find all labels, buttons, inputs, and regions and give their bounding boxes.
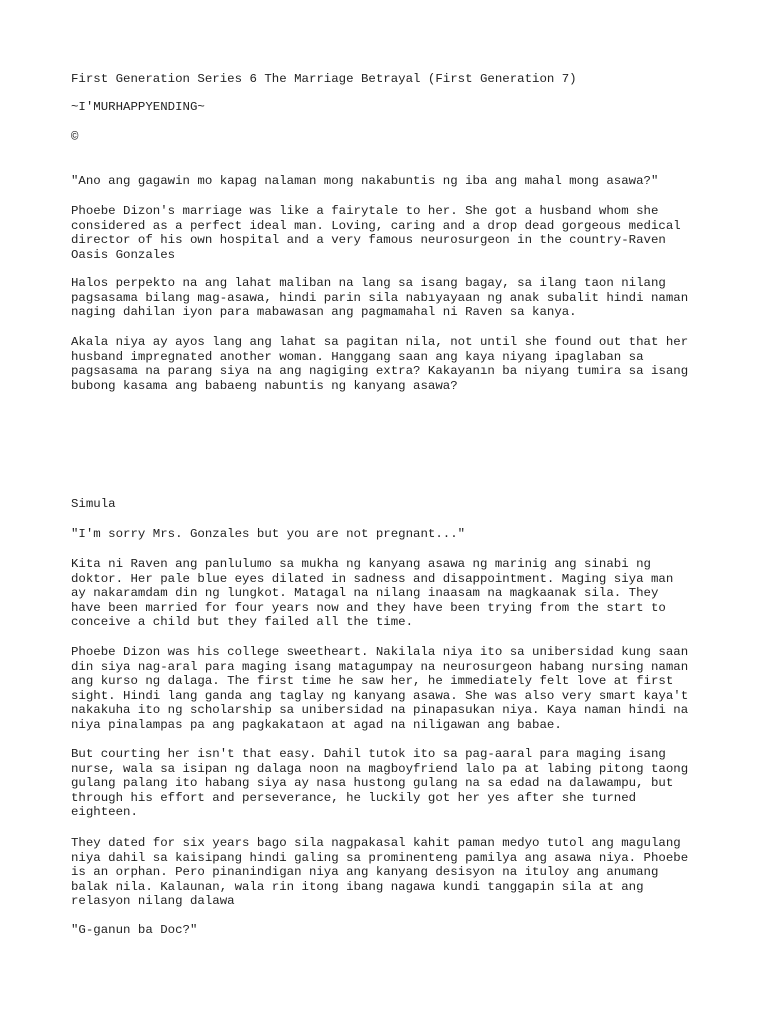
chapter-opening-line: "I'm sorry Mrs. Gonzales but you are not pregnant..." — [71, 527, 466, 541]
author-name: ~I'MURHAPPYENDING~ — [71, 100, 205, 114]
synopsis-paragraph: Akala niya ay ayos lang ang lahat sa pagitan nila, not until she found out that her husband impregnated another woman. Hanggang saan ang kaya niyang ipaglaban sa pagsasama na parang siya na ang nagiging extra? Kakayanın ba niyang tumira sa isang bubong kasama ang babaeng nabuntis ng kanyang asawa? — [71, 335, 689, 393]
chapter-paragraph: But courting her isn't that easy. Dahil tutok ito sa pag-aaral para maging isang nurse, wala sa isipan ng dalaga noon na magboyfriend lalo pa at labing pitong taong gulang palang ito habang siya ay nasa hustong gulang na sa edad na dalawampu, but through his effort and perseverance, he luckily got her yes after she turned eighteen. — [71, 747, 689, 820]
copyright-mark: © — [71, 130, 79, 144]
chapter-paragraph: They dated for six years bago sila nagpakasal kahit paman medyo tutol ang magulang niya dahil sa kaisipang hindi galing sa prominenteng pamilya ang asawa niya. Phoebe is an orphan. Pero pinanindigan niya ang kanyang desisyon na ituloy ang anumang balak nila. Kalaunan, wala rin itong ibang nagawa kundi tanggapin sila at ang relasyon nilang dalawa — [71, 836, 689, 909]
chapter-dialogue: "G-ganun ba Doc?" — [71, 923, 198, 937]
chapter-heading: Simula — [71, 497, 116, 511]
chapter-paragraph: Phoebe Dizon was his college sweetheart. Nakilala niya ito sa unibersidad kung saan din siya nag-aral para maging isang matagumpay na neurosurgeon habang nursing naman ang kurso ng dalaga. The first time he saw her, he immediately felt love at first sight. Hindi lang ganda ang taglay ng kanyang asawa. She was also very smart kaya't nakakuha ito ng scholarship sa unibersidad na pinapasukan niya. Kaya naman hindi na niya pinalampas pa ang pagkakataon at agad na niligawan ang babae. — [71, 645, 689, 732]
chapter-paragraph: Kita ni Raven ang panlulumo sa mukha ng kanyang asawa ng marinig ang sinabi ng doktor. Her pale blue eyes dilated in sadness and disappointment. Maging siya man ay nakaramdam din ng lungkot. Matagal na nilang inaasam na magkaanak sila. They have been married for four years now and they have been trying from the start to conceive a child but they failed all the time. — [71, 557, 674, 630]
document-title: First Generation Series 6 The Marriage Betrayal (First Generation 7) — [71, 72, 577, 86]
synopsis-paragraph: Halos perpekto na ang lahat maliban na lang sa isang bagay, sa ilang taon nilang pagsasama bilang mag-asawa, hindi parin sila nabıyayaan ng anak subalit hindi naman naging dahilan iyon para mabawasan ang pagmamahal ni Raven sa kanya. — [71, 276, 689, 320]
synopsis-question: "Ano ang gagawin mo kapag nalaman mong nakabuntis ng iba ang mahal mong asawa?" — [71, 174, 659, 188]
synopsis-paragraph: Phoebe Dizon's marriage was like a fairytale to her. She got a husband whom she considered as a perfect ideal man. Loving, caring and a drop dead gorgeous medical director of his own hospital and a very famous neurosurgeon in the country-Raven Oasis Gonzales — [71, 204, 681, 262]
